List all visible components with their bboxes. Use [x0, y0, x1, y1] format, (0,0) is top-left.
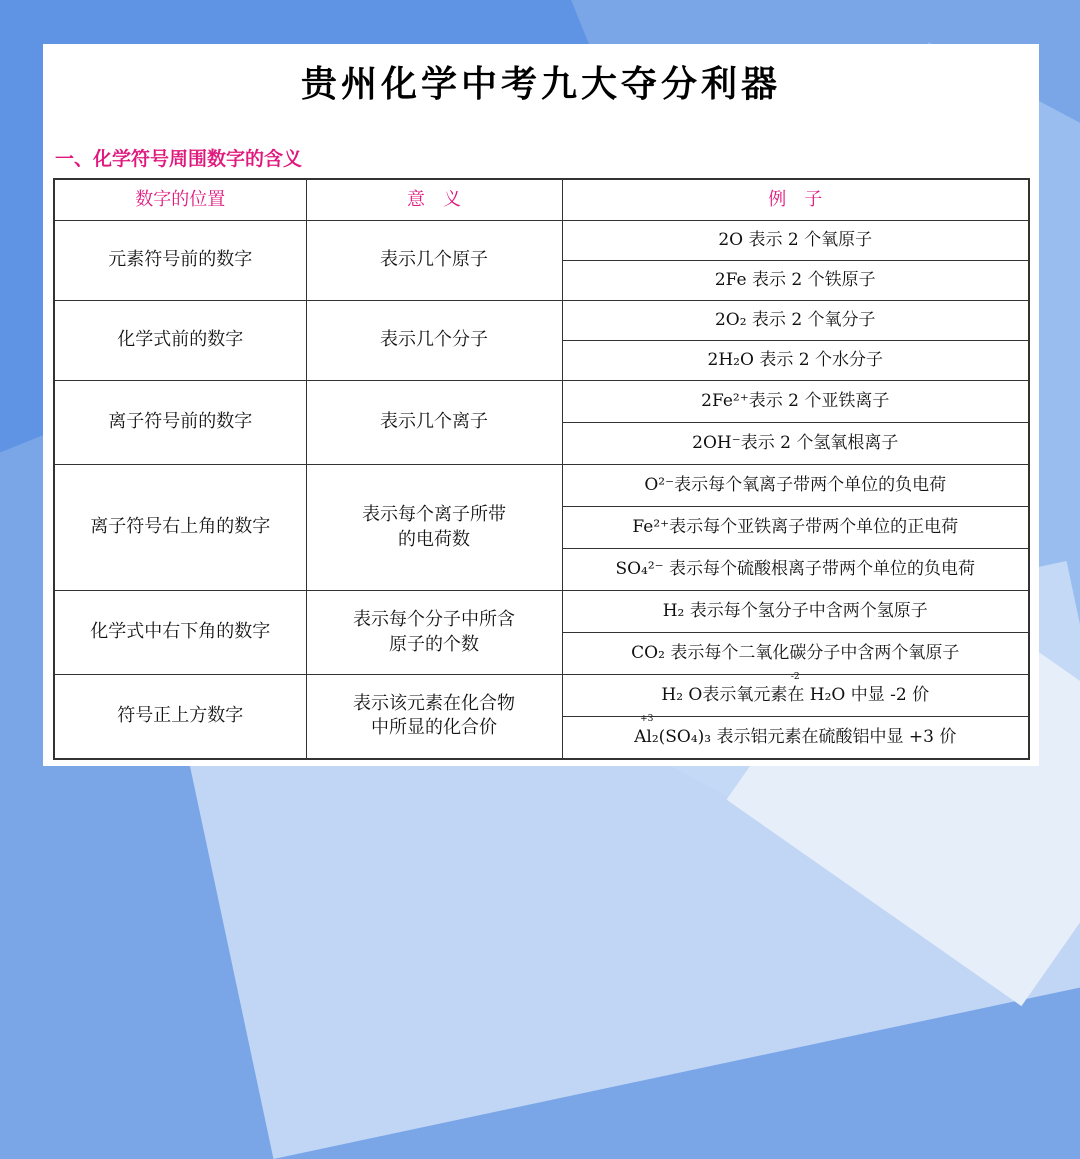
valence-mark: +3 [640, 713, 654, 724]
table-row [54, 465, 1029, 507]
example-cell: SO₄²⁻ 表示每个硫酸根离子带两个单位的负电荷 [562, 549, 1029, 591]
valence-annotated-example: -2 H₂ O表示氧元素在 H₂O 中显 -2 价 [661, 672, 930, 706]
position-cell: 化学式中右下角的数字 [54, 591, 306, 675]
example-cell: Fe²⁺表示每个亚铁离子带两个单位的正电荷 [562, 507, 1029, 549]
meaning-cell: 表示几个离子 [306, 381, 562, 465]
example-cell: O²⁻表示每个氧离子带两个单位的负电荷 [562, 465, 1029, 507]
table-header-row [54, 179, 1029, 221]
slide-title: 贵州化学中考九大夺分利器 [300, 64, 781, 105]
meaning-cell: 表示几个分子 [306, 301, 562, 381]
example-cell [562, 713, 1029, 759]
meaning-cell: 表示每个分子中所含 原子的个数 [306, 591, 562, 675]
example-cell: 2H₂O 表示 2 个水分子 [562, 341, 1029, 381]
table-row [54, 381, 1029, 423]
position-cell: 离子符号右上角的数字 [54, 465, 306, 591]
position-cell: 化学式前的数字 [54, 301, 306, 381]
valence-mark: -2 [790, 672, 800, 683]
valence-annotated-example: +3 Al₂(SO₄)₃ 表示铝元素在硫酸铝中显 +3 价 [634, 713, 957, 747]
meaning-cell: 表示几个原子 [306, 221, 562, 301]
meaning-cell: 表示每个离子所带 的电荷数 [306, 465, 562, 591]
number-meaning-table [53, 178, 1030, 760]
header-example: 例 子 [562, 179, 1029, 221]
table-row [54, 301, 1029, 341]
example-cell: CO₂ 表示每个二氧化碳分子中含两个氧原子 [562, 633, 1029, 675]
header-meaning: 意 义 [306, 179, 562, 221]
table-row [54, 221, 1029, 261]
meaning-cell: 表示该元素在化合物 中所显的化合价 [306, 675, 562, 759]
example-cell: H₂ 表示每个氢分子中含两个氢原子 [562, 591, 1029, 633]
slide-content [43, 44, 1039, 766]
example-cell: 2Fe 表示 2 个铁原子 [562, 261, 1029, 301]
example-cell: 2O₂ 表示 2 个氧分子 [562, 301, 1029, 341]
table-row [54, 675, 1029, 717]
example-cell: 2OH⁻表示 2 个氢氧根离子 [562, 423, 1029, 465]
section-title: 一、化学符号周围数字的含义 [55, 148, 303, 170]
table-row [54, 591, 1029, 633]
position-cell: 元素符号前的数字 [54, 221, 306, 301]
example-cell: 2O 表示 2 个氧原子 [562, 221, 1029, 261]
header-position: 数字的位置 [54, 179, 306, 221]
example-cell: 2Fe²⁺表示 2 个亚铁离子 [562, 381, 1029, 423]
position-cell: 符号正上方数字 [54, 675, 306, 759]
position-cell: 离子符号前的数字 [54, 381, 306, 465]
example-cell [562, 672, 1029, 717]
